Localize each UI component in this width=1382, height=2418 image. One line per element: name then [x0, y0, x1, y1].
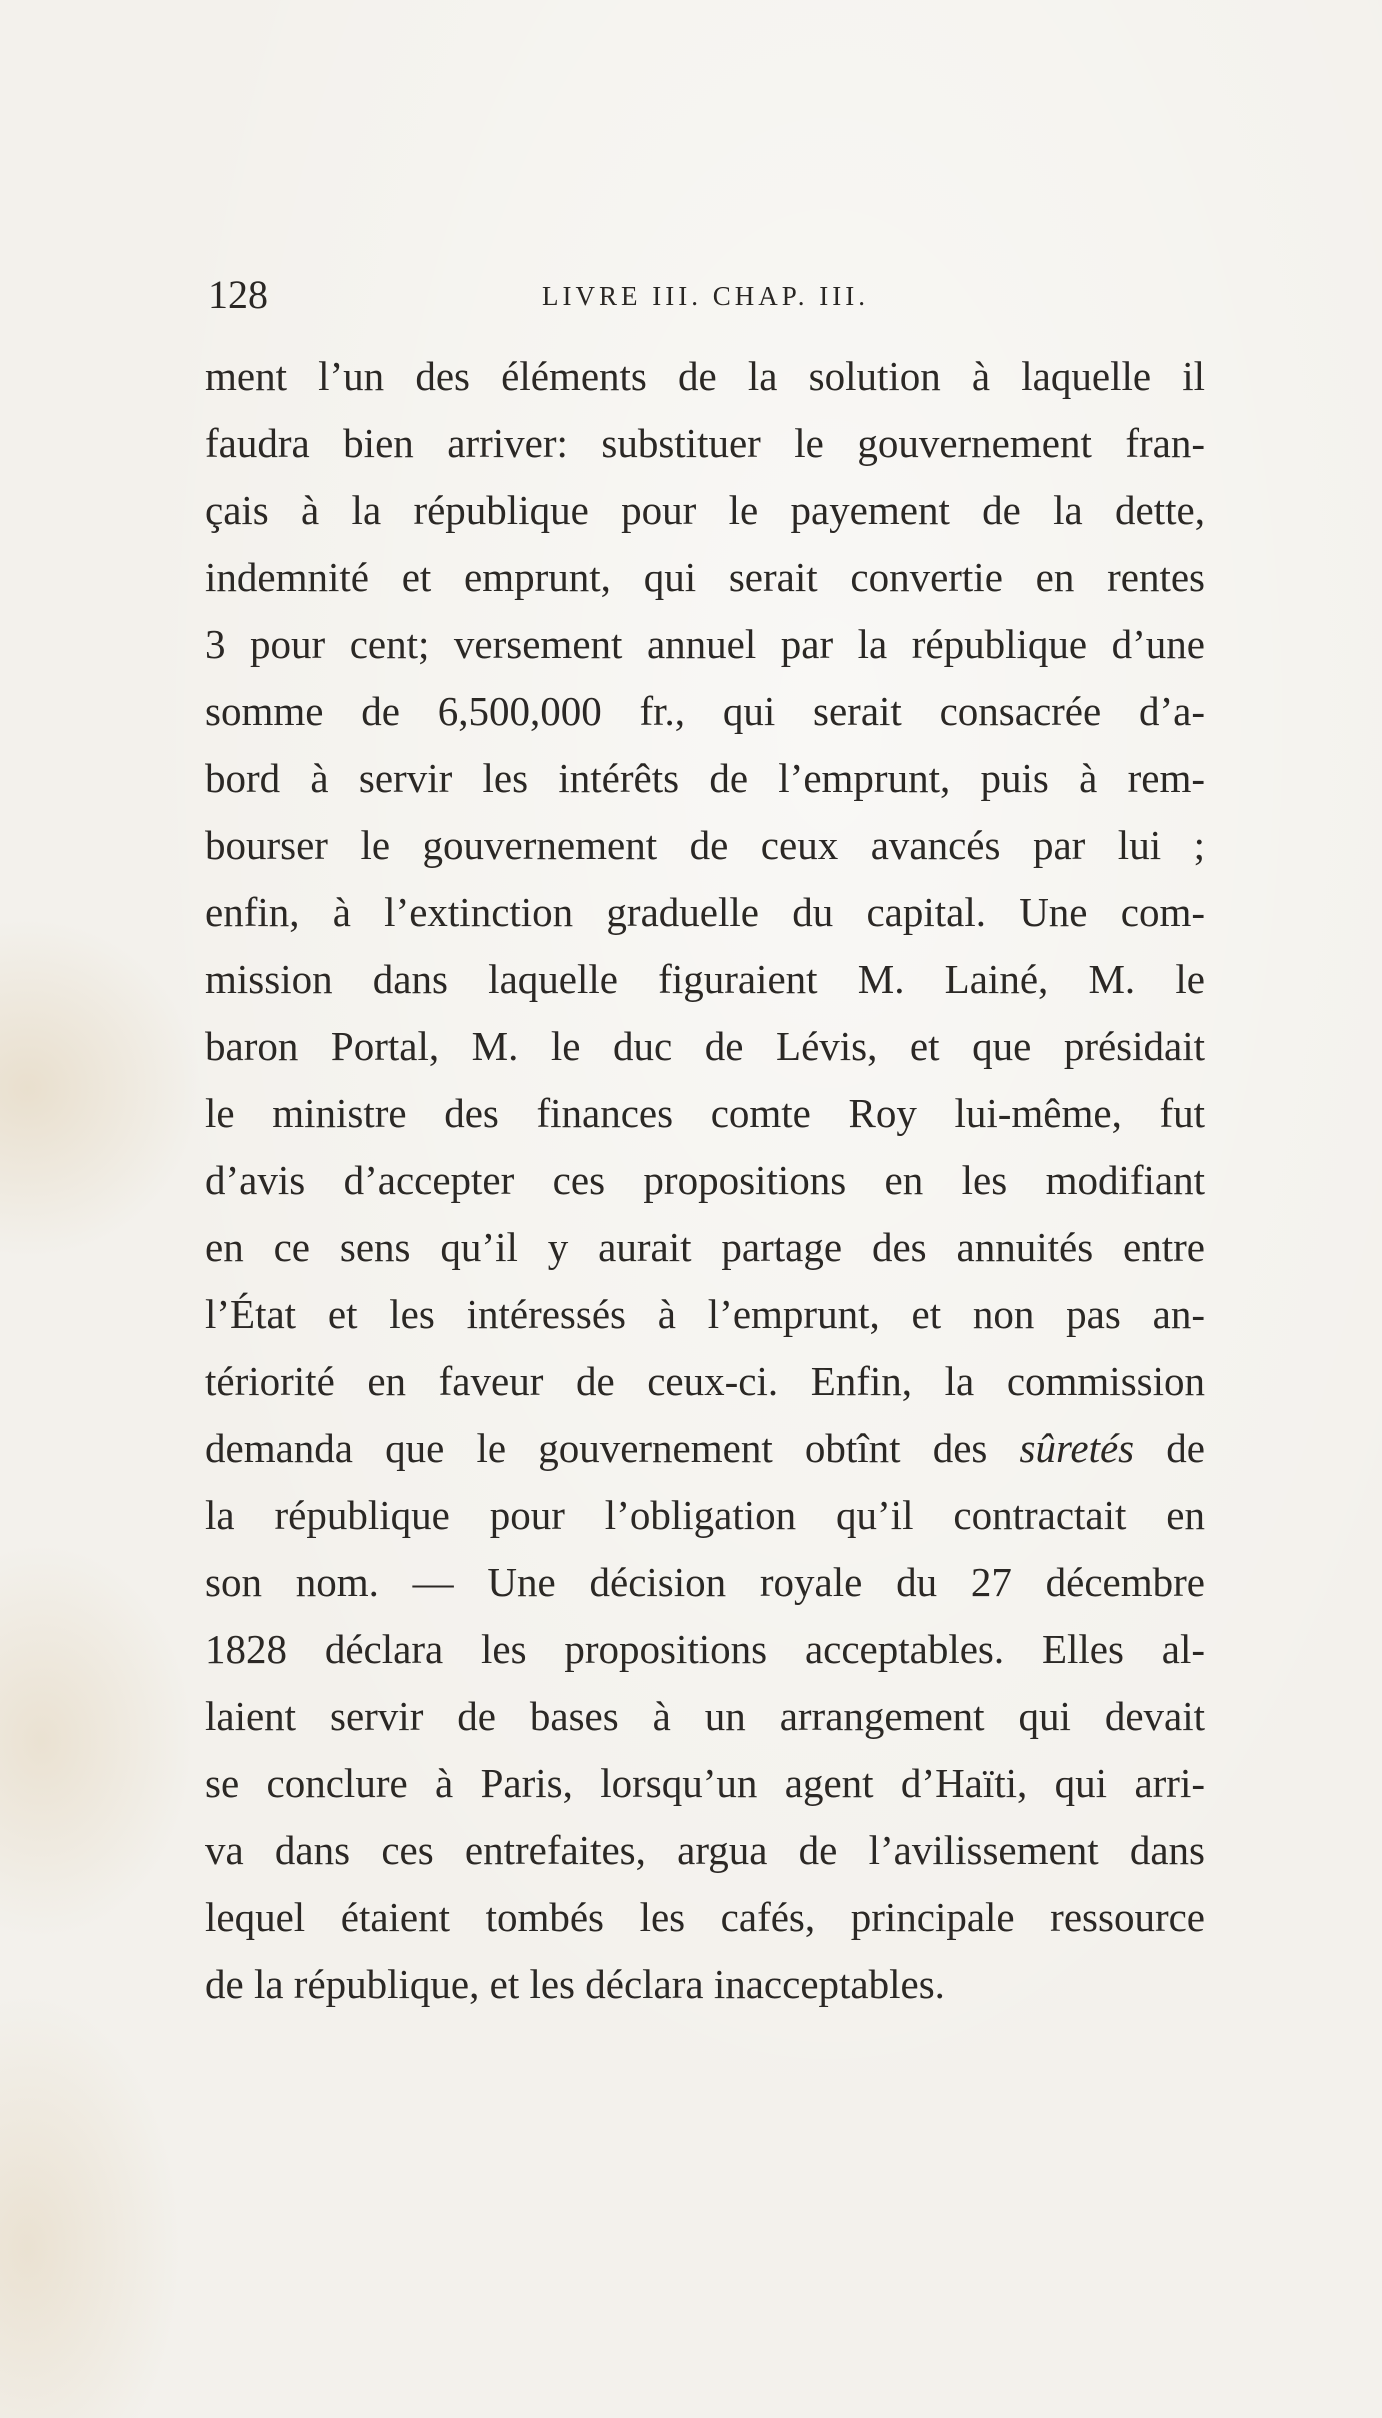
text-line	[205, 946, 1205, 1013]
text-line	[205, 1013, 1205, 1080]
line-text: en ce sens qu’il y aurait partage des annuités entre	[205, 1224, 1205, 1270]
text-line	[205, 812, 1205, 879]
line-text: 3 pour cent; versement annuel par la république d’une	[205, 621, 1205, 667]
line-text: enfin, à l’extinction graduelle du capital. Une com-	[205, 889, 1205, 935]
line-text: bourser le gouvernement de ceux avancés par lui ;	[205, 822, 1205, 868]
text-line	[205, 678, 1205, 745]
line-text: l’État et les intéressés à l’emprunt, et non pas an-	[205, 1291, 1205, 1337]
text-line	[205, 1214, 1205, 1281]
text-line	[205, 1482, 1205, 1549]
line-text: bord à servir les intérêts de l’emprunt, puis à rem-	[205, 755, 1205, 801]
line-text: lequel étaient tombés les cafés, principale ressource	[205, 1894, 1205, 1940]
running-title: LIVRE III. CHAP. III.	[542, 281, 869, 311]
text-line	[205, 1951, 1205, 2018]
text-line	[205, 1549, 1205, 1616]
line-text: va dans ces entrefaites, argua de l’avilissement dans	[205, 1827, 1205, 1873]
line-text: la république pour l’obligation qu’il contractait en	[205, 1492, 1205, 1538]
line-text: demanda que le gouvernement obtînt des	[205, 1425, 1020, 1471]
page-number: 128	[208, 272, 268, 317]
line-text: baron Portal, M. le duc de Lévis, et que présidait	[205, 1023, 1205, 1069]
line-text: d’avis d’accepter ces propositions en les modifiant	[205, 1157, 1205, 1203]
text-line	[205, 343, 1205, 410]
text-line	[205, 879, 1205, 946]
line-text: indemnité et emprunt, qui serait convertie en rentes	[205, 554, 1205, 600]
text-line	[205, 1616, 1205, 1683]
line-text: de la république, et les déclara inacceptables.	[205, 1961, 945, 2007]
text-line	[205, 1817, 1205, 1884]
line-text: de	[1134, 1425, 1205, 1471]
text-line	[205, 1147, 1205, 1214]
italic-text: sûretés	[1019, 1425, 1135, 1471]
text-line	[205, 1415, 1205, 1482]
line-text: faudra bien arriver: substituer le gouvernement fran-	[205, 420, 1205, 466]
line-text: son nom. — Une décision royale du 27 décembre	[205, 1559, 1205, 1605]
line-text: 1828 déclara les propositions acceptables. Elles al-	[205, 1626, 1205, 1672]
text-line	[205, 611, 1205, 678]
line-text: çais à la république pour le payement de la dette,	[205, 487, 1205, 533]
line-text: tériorité en faveur de ceux-ci. Enfin, la commission	[205, 1358, 1205, 1404]
text-line	[205, 1348, 1205, 1415]
text-line	[205, 1080, 1205, 1147]
line-text: ment l’un des éléments de la solution à laquelle il	[205, 353, 1205, 399]
text-line	[205, 1884, 1205, 1951]
text-line	[205, 477, 1205, 544]
line-text: se conclure à Paris, lorsqu’un agent d’Haïti, qui arri-	[205, 1760, 1205, 1806]
text-line	[205, 1281, 1205, 1348]
text-line	[205, 1750, 1205, 1817]
text-line	[205, 745, 1205, 812]
line-text: mission dans laquelle figuraient M. Lainé, M. le	[205, 956, 1205, 1002]
line-text: laient servir de bases à un arrangement qui devait	[205, 1693, 1205, 1739]
text-line	[205, 410, 1205, 477]
text-line	[205, 544, 1205, 611]
running-head	[208, 270, 1203, 320]
text-line	[205, 1683, 1205, 1750]
line-text: somme de 6,500,000 fr., qui serait consacrée d’a-	[205, 688, 1205, 734]
body-text	[205, 343, 1205, 2018]
line-text: le ministre des finances comte Roy lui-même, fut	[205, 1090, 1205, 1136]
